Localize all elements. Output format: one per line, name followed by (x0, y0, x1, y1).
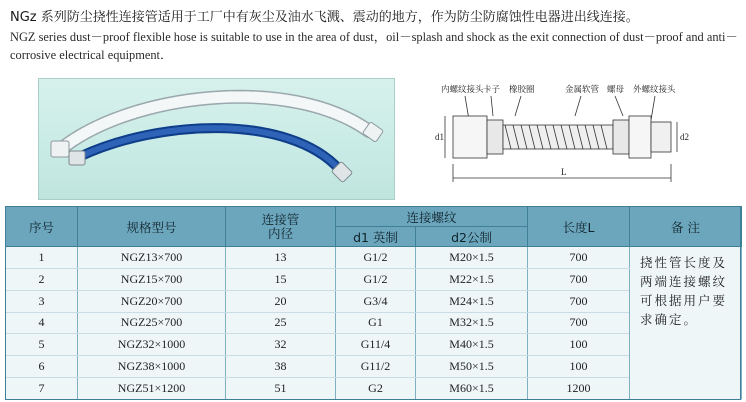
dim-d1: d1 (435, 132, 444, 142)
cell-length: 700 (528, 312, 630, 334)
cell-seq: 3 (6, 290, 78, 312)
cell-inner: 38 (226, 356, 336, 378)
label-nut: 螺母 (607, 85, 625, 95)
page-title: NGz 系列防尘挠性连接管适用于工厂中有灰尘及油水飞溅、震动的地方，作为防尘防腐蚀性电器进出线连接。 (10, 10, 639, 25)
cell-d1: G3/4 (336, 290, 416, 312)
cell-d2: M50×1.5 (416, 356, 528, 378)
cell-d1: G2 (336, 378, 416, 400)
cell-d1: G1/2 (336, 268, 416, 290)
cell-d1: G1 (336, 312, 416, 334)
header-thread: 连接螺纹 (336, 207, 528, 227)
header-model: 规格型号 (78, 207, 226, 247)
label-metal-hose: 金属软管 (565, 85, 600, 95)
label-clip: 卡子 (483, 85, 501, 95)
cell-model: NGZ32×1000 (78, 334, 226, 356)
cell-seq: 5 (6, 334, 78, 356)
dim-L: L (561, 167, 567, 177)
cell-d2: M32×1.5 (416, 312, 528, 334)
cell-remark: 挠性管长度及两端连接螺纹可根据用户要求确定。 (630, 247, 742, 400)
cell-length: 100 (528, 334, 630, 356)
cell-d1: G11/2 (336, 356, 416, 378)
cell-d2: M40×1.5 (416, 334, 528, 356)
cell-length: 700 (528, 247, 630, 269)
header-length: 长度L (528, 207, 630, 247)
cell-inner: 15 (226, 268, 336, 290)
cell-d2: M24×1.5 (416, 290, 528, 312)
cell-model: NGZ13×700 (78, 247, 226, 269)
cell-model: NGZ51×1200 (78, 378, 226, 400)
label-rubber-ring: 橡胶圈 (509, 85, 535, 95)
english-description: NGZ series dust－proof flexible hose is suitable to use in the area of dust，oil－splash and shock as the exit connection of dust－proof and anti－corrosive electrical equipment． (10, 30, 738, 62)
cell-length: 100 (528, 356, 630, 378)
label-inner-thread-joint: 内螺纹接头 (441, 85, 484, 95)
spec-table (5, 206, 742, 400)
cell-seq: 6 (6, 356, 78, 378)
cell-d2: M60×1.5 (416, 378, 528, 400)
cell-model: NGZ15×700 (78, 268, 226, 290)
cell-length: 700 (528, 290, 630, 312)
cell-model: NGZ20×700 (78, 290, 226, 312)
product-photo (38, 78, 395, 200)
cell-seq: 7 (6, 378, 78, 400)
cell-d2: M20×1.5 (416, 247, 528, 269)
hoses-illustration (39, 79, 394, 199)
cell-model: NGZ25×700 (78, 312, 226, 334)
cell-inner: 25 (226, 312, 336, 334)
cell-seq: 4 (6, 312, 78, 334)
table-row (6, 247, 742, 269)
cell-inner: 32 (226, 334, 336, 356)
cell-seq: 1 (6, 247, 78, 269)
header-seq: 序号 (6, 207, 78, 247)
cell-inner: 51 (226, 378, 336, 400)
cell-inner: 13 (226, 247, 336, 269)
technical-drawing (425, 80, 725, 200)
header-inner-diameter: 连接管 内径 (226, 207, 336, 247)
dim-d2: d2 (680, 132, 689, 142)
cell-length: 1200 (528, 378, 630, 400)
cell-seq: 2 (6, 268, 78, 290)
label-outer-thread-joint: 外螺纹接头 (633, 85, 676, 95)
cell-d2: M22×1.5 (416, 268, 528, 290)
cell-inner: 20 (226, 290, 336, 312)
header-d2: d2公制 (416, 227, 528, 247)
header-d1: d1 英制 (336, 227, 416, 247)
cell-d1: G11/4 (336, 334, 416, 356)
cell-length: 700 (528, 268, 630, 290)
header-remark: 备 注 (630, 207, 742, 247)
cell-d1: G1/2 (336, 247, 416, 269)
cell-model: NGZ38×1000 (78, 356, 226, 378)
